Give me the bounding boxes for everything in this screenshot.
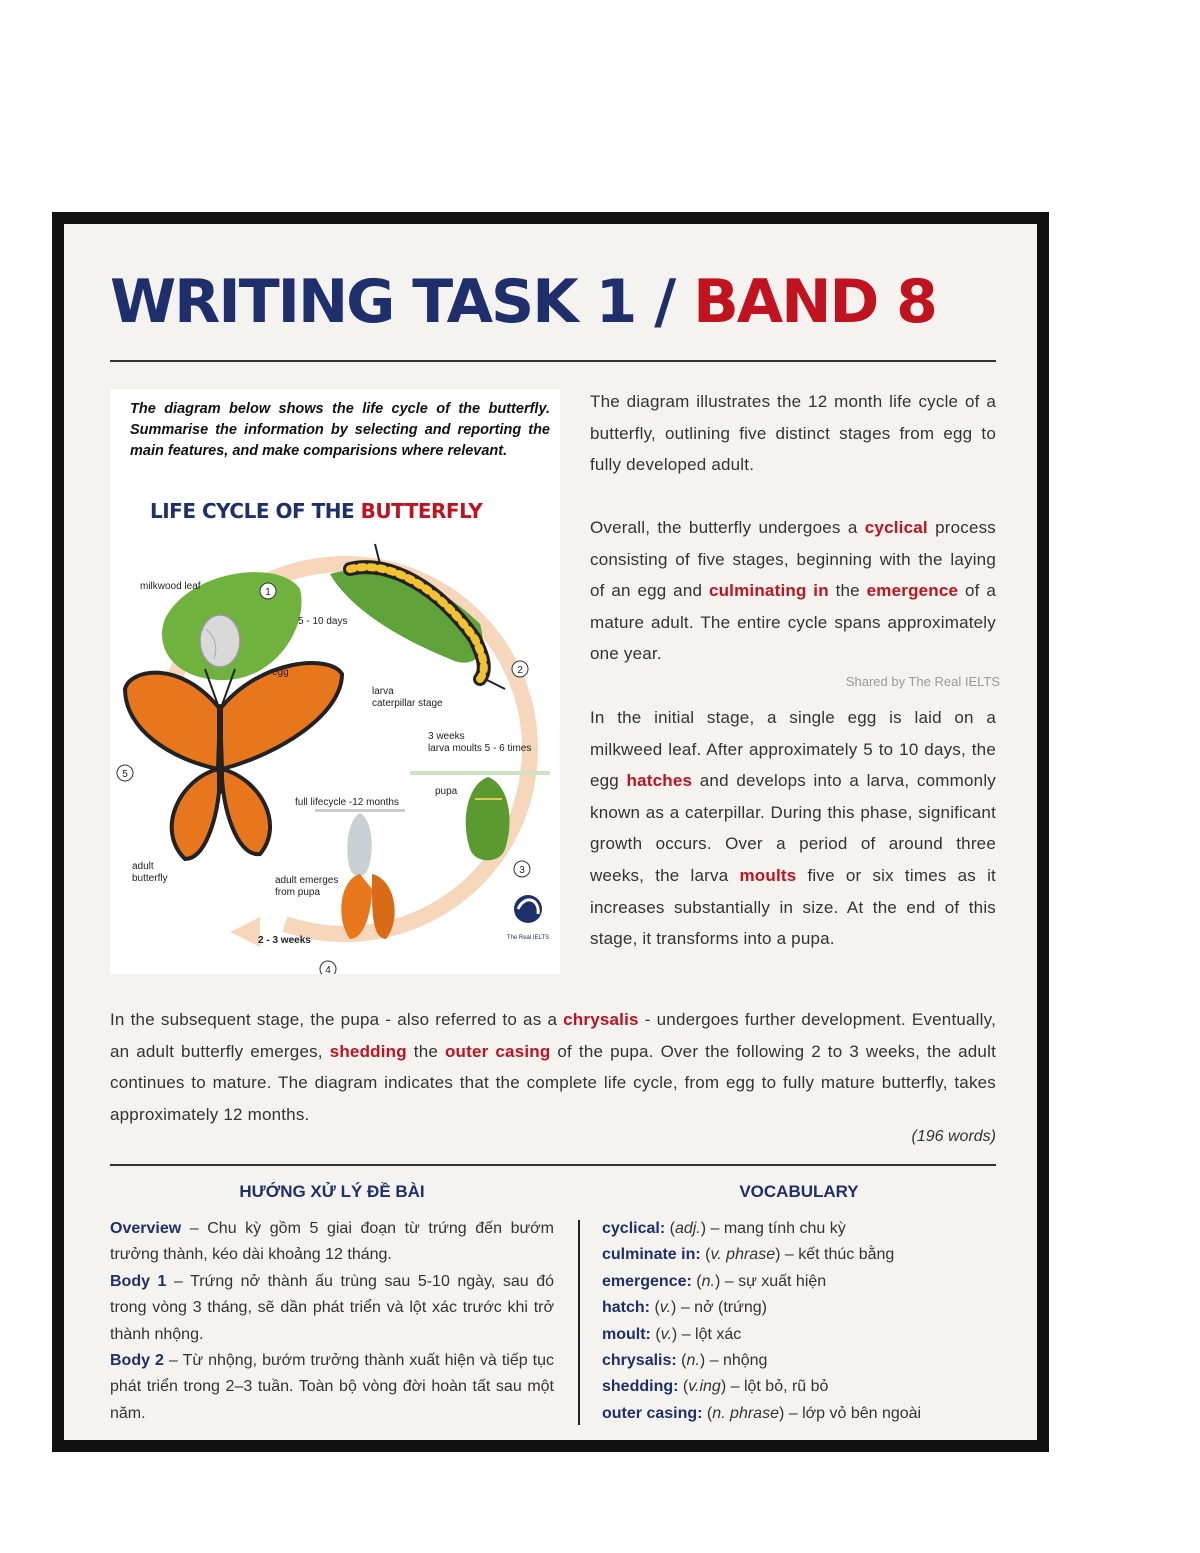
- task-prompt: The diagram below shows the life cycle of the butterfly. Summarise the information by selecting and reporting the main features, and make comparisions where relevant.: [130, 401, 550, 459]
- word-count: (196 words): [911, 1128, 996, 1145]
- credit-line: Shared by The Real IELTS: [845, 674, 1000, 689]
- guide-body1-text: – Trứng nở thành ấu trùng sau 5-10 ngày, sau đó trong vòng 3 tháng, sẽ dần phát triển và lột xác trước khi trở thành nhộng.: [110, 1272, 554, 1343]
- guide-body2-text: – Từ nhộng, bướm trưởng thành xuất hiện và tiếp tục phát triển trong 2–3 tuần. Toàn bộ vòng đời hoàn tất sau một năm.: [110, 1352, 555, 1422]
- stage-3-number: 3: [519, 865, 525, 876]
- vocab-meaning: – lột bỏ, rũ bỏ: [726, 1378, 829, 1396]
- logo-text: The Real IELTS: [506, 935, 550, 941]
- vocab-word: emergence:: [602, 1272, 692, 1290]
- vocab-item: outer casing: (n. phrase) – lớp vỏ bên ngoài: [602, 1404, 922, 1422]
- stage-5-marker: [117, 765, 133, 781]
- label-adult: adult: [132, 861, 154, 872]
- vocab-item: shedding: (v.ing) – lột bỏ, rũ bỏ: [602, 1378, 829, 1396]
- overview-text-3: the: [828, 581, 867, 601]
- label-pupa: pupa: [435, 786, 458, 797]
- label-larva: larva: [372, 686, 394, 697]
- vocab-pos: v. phrase: [710, 1246, 776, 1264]
- egg-shape: [200, 615, 240, 667]
- life-cycle-diagram: [110, 529, 560, 974]
- stage-2-number: 2: [517, 665, 523, 676]
- stage-5-number: 5: [122, 769, 128, 780]
- guide-notes: [110, 1216, 554, 1427]
- essay-intro: The diagram illustrates the 12 month life cycle of a butterfly, outlining five distinct stages from egg to fully developed adult.: [590, 392, 996, 475]
- vocab-meaning: – lột xác: [677, 1325, 742, 1343]
- label-larva-moults: larva moults 5 - 6 times: [428, 743, 532, 754]
- vocab-word: hatch:: [602, 1299, 650, 1317]
- guide-overview-label: Overview: [110, 1220, 182, 1237]
- vocab-pos: n. phrase: [712, 1404, 779, 1422]
- vocab-item: hatch: (v.) – nở (trứng): [602, 1299, 767, 1317]
- body2-text-3: the: [406, 1041, 445, 1061]
- guide-heading: HƯỚNG XỬ LÝ ĐỀ BÀI: [239, 1182, 425, 1201]
- stage-1-number: 1: [265, 587, 271, 598]
- diagram-title-part-2: BUTTERFLY: [360, 499, 483, 523]
- vocabulary-list: [602, 1216, 1002, 1427]
- vocab-meaning: – nở (trứng): [676, 1299, 767, 1317]
- vocab-pos: v.: [659, 1299, 672, 1317]
- stage-4-number: 4: [325, 965, 331, 974]
- label-caterpillar-stage: caterpillar stage: [372, 698, 443, 709]
- vocab-word: culminate in:: [602, 1246, 701, 1264]
- page-frame: [52, 212, 1049, 1452]
- cycle-arrowhead: [230, 917, 260, 947]
- emerging-adult-illustration: [315, 809, 405, 939]
- stage-3-marker: [514, 861, 530, 877]
- overview-text-1: Overall, the butterfly undergoes a: [590, 518, 865, 537]
- label-full-lifecycle: full lifecycle -12 months: [295, 797, 399, 808]
- vocab-item: emergence: (n.) – sự xuất hiện: [602, 1272, 827, 1290]
- column-separator: [578, 1220, 580, 1425]
- vocab-item: culminate in: (v. phrase) – kết thúc bằng: [602, 1246, 895, 1264]
- prompt-card: [110, 389, 560, 974]
- stage-1-marker: [260, 583, 276, 599]
- vocab-item: cyclical: (adj.) – mang tính chu kỳ: [602, 1220, 846, 1237]
- highlight-culminating-in: culminating in: [708, 581, 829, 601]
- adult-butterfly-illustration: [125, 663, 342, 859]
- paper-sheet: [64, 224, 1037, 1440]
- vocab-meaning: – sự xuất hiện: [720, 1272, 827, 1290]
- vocab-pos: v.ing: [688, 1378, 721, 1396]
- highlight-hatches: hatches: [626, 771, 693, 791]
- vocab-word: moult:: [602, 1325, 651, 1343]
- highlight-moults: moults: [739, 865, 797, 885]
- guide-body2-label: Body 2: [110, 1352, 164, 1370]
- diagram-title-part-1: LIFE CYCLE OF THE: [150, 499, 355, 523]
- diagram-title: [150, 499, 550, 523]
- overview-text-2: process consisting of five stages, beginning with the laying of an egg and: [590, 518, 996, 601]
- vocab-item: chrysalis: (n.) – nhộng: [602, 1352, 768, 1370]
- body1-text-1: In the initial stage, a single egg is laid on a milkweed leaf. After approximately 5 to 10 days, the egg: [590, 708, 996, 791]
- body2-text-2: - undergoes further development. Eventually, an adult butterfly emerges,: [110, 1010, 996, 1061]
- vocab-meaning: – nhộng: [705, 1352, 768, 1370]
- label-from-pupa: from pupa: [275, 887, 321, 898]
- label-milkwood-leaf: milkwood leaf: [140, 581, 201, 592]
- label-adult-emerges: adult emerges: [275, 875, 339, 886]
- essay-body-1: [590, 702, 996, 955]
- highlight-cyclical: cyclical: [864, 518, 928, 537]
- stage-2-marker: [512, 661, 528, 677]
- vocab-pos: adj.: [674, 1220, 701, 1237]
- vocab-word: chrysalis:: [602, 1352, 677, 1370]
- title-part-1: WRITING TASK 1 /: [110, 267, 675, 337]
- highlight-chrysalis: chrysalis: [563, 1010, 639, 1029]
- stage-4-marker: [320, 961, 336, 974]
- essay-body-2: [110, 1004, 996, 1130]
- divider-bottom: [110, 1164, 996, 1166]
- vocab-pos: v.: [660, 1325, 672, 1343]
- title-part-2: BAND 8: [693, 267, 936, 337]
- page-title: [110, 262, 1010, 342]
- vocabulary-heading: VOCABULARY: [739, 1182, 859, 1201]
- overview-text-4: of a mature adult. The entire cycle spans approximately one year.: [590, 581, 996, 664]
- body1-text-3: five or six times as it increases substantially in size. At the end of this stage, it transforms into a pupa.: [590, 865, 996, 949]
- guide-body1-label: Body 1: [110, 1272, 167, 1290]
- vocab-meaning: – kết thúc bằng: [780, 1246, 895, 1264]
- vocab-pos: n.: [701, 1272, 715, 1290]
- essay-overview: [590, 512, 996, 670]
- label-butterfly: butterfly: [132, 873, 168, 884]
- vocab-meaning: – mang tính chu kỳ: [706, 1220, 846, 1237]
- highlight-outer-casing: outer casing: [444, 1041, 551, 1061]
- vocab-meaning: – lớp vỏ bên ngoài: [784, 1404, 922, 1422]
- highlight-emergence: emergence: [866, 581, 959, 601]
- body1-text-2: and develops into a larva, commonly known as a caterpillar. During this phase, significant growth occurs. Over a period of around three weeks, the larva: [590, 771, 996, 885]
- vocab-pos: n.: [686, 1352, 700, 1370]
- label-egg: egg: [272, 667, 289, 678]
- label-days: 5 - 10 days: [298, 616, 348, 627]
- vocab-item: moult: (v.) – lột xác: [602, 1325, 742, 1343]
- label-three-weeks: 3 weeks: [428, 731, 465, 742]
- body2-text-1: In the subsequent stage, the pupa - also referred to as a: [110, 1010, 564, 1029]
- vocab-word: outer casing:: [602, 1404, 703, 1422]
- body2-text-4: of the pupa. Over the following 2 to 3 weeks, the adult continues to mature. The diagram indicates that the complete life cycle, from egg to fully mature butterfly, takes approximately 12 months.: [110, 1041, 996, 1124]
- label-two-three-weeks: 2 - 3 weeks: [258, 935, 311, 946]
- the-real-ielts-logo: [507, 895, 549, 941]
- highlight-shedding: shedding: [329, 1041, 407, 1061]
- vocab-word: cyclical:: [602, 1220, 666, 1237]
- divider-top: [110, 360, 996, 362]
- vocab-word: shedding:: [602, 1378, 679, 1396]
- guide-overview-text: – Chu kỳ gồm 5 giai đoạn từ trứng đến bướm trưởng thành, kéo dài khoảng 12 tháng.: [110, 1220, 554, 1264]
